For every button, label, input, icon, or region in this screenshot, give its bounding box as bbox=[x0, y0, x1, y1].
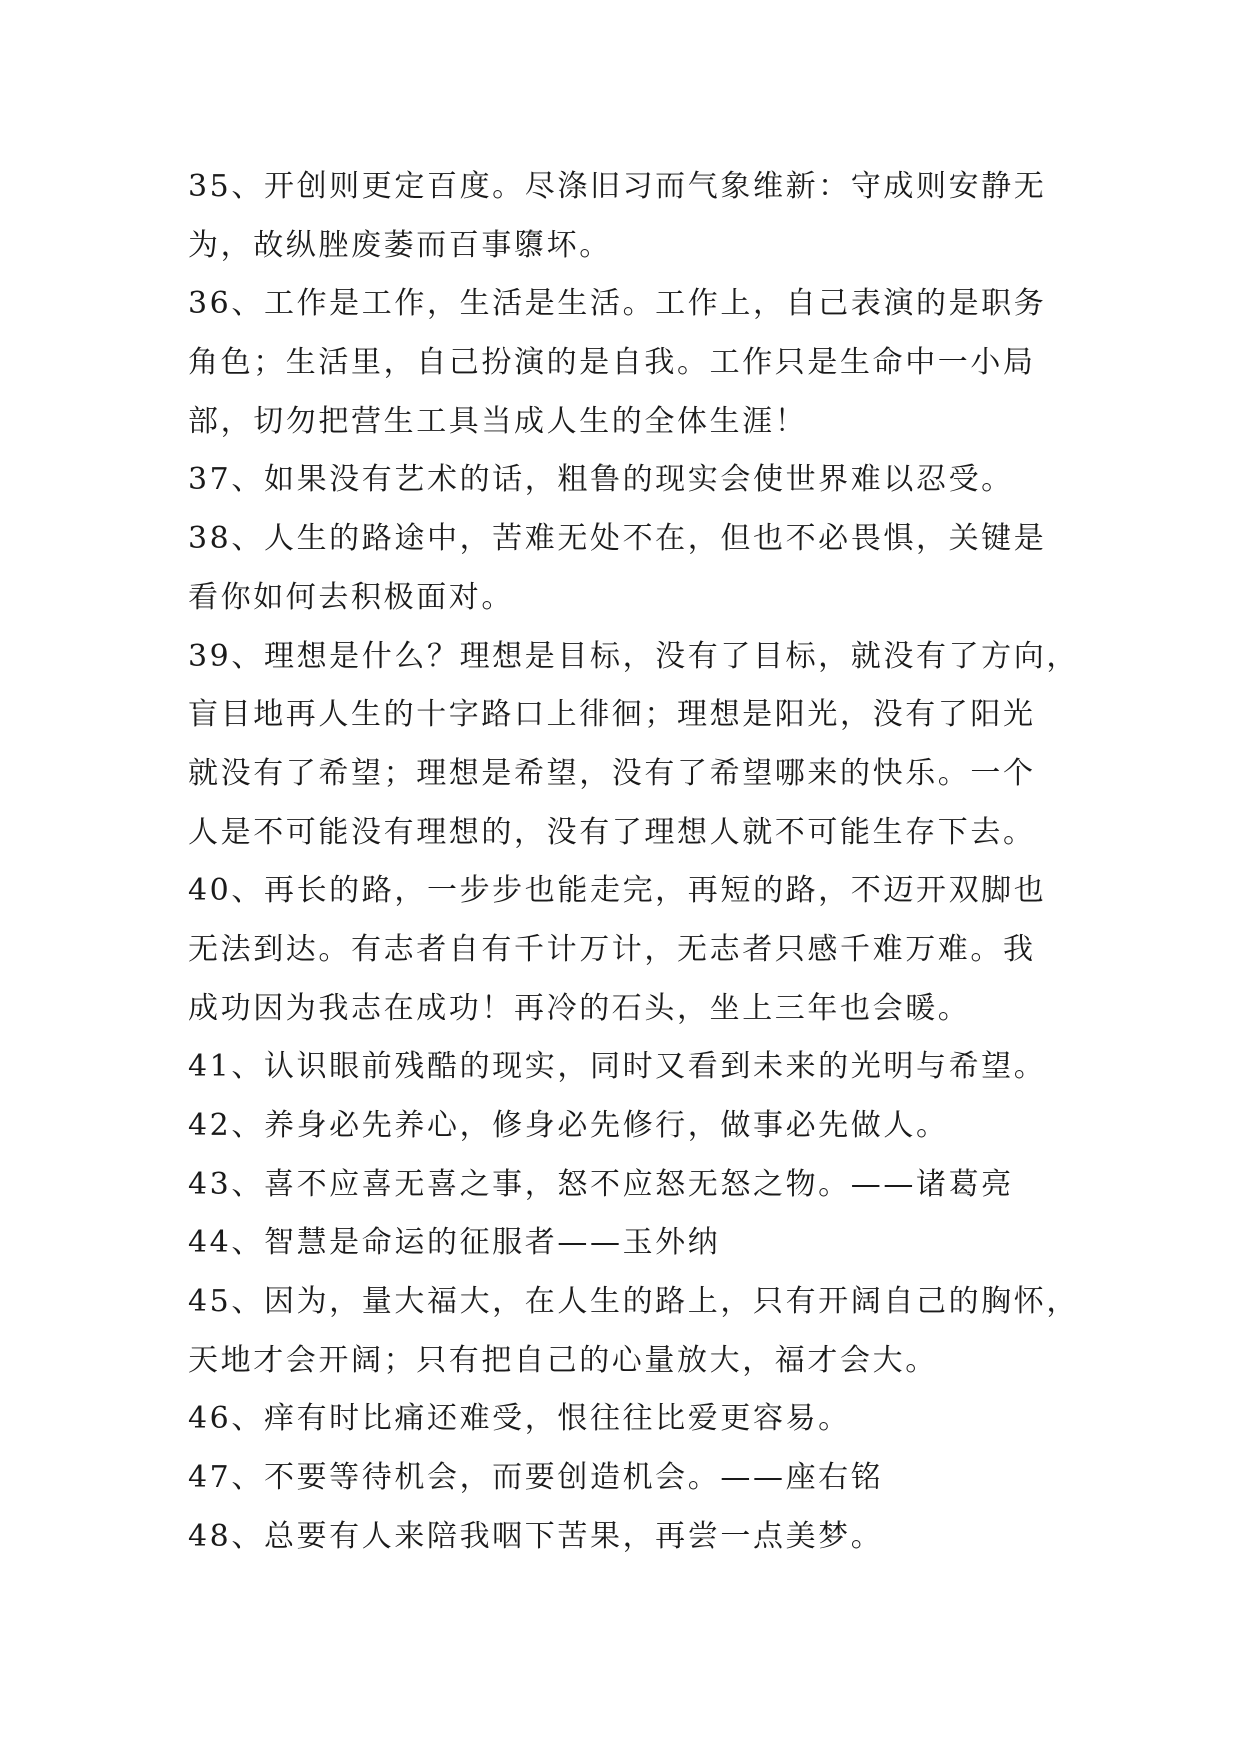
text-line: 39、理想是什么？理想是目标，没有了目标，就没有了方向， bbox=[188, 638, 1079, 674]
text-line: 看你如何去积极面对。 bbox=[188, 579, 514, 615]
text-line: 角色；生活里，自己扮演的是自我。工作只是生命中一小局 bbox=[188, 345, 1036, 381]
text-line: 35、开创则更定百度。尽涤旧习而气象维新：守成则安静无 bbox=[188, 169, 1047, 204]
text-line: 部，切勿把营生工具当成人生的全体生涯！ bbox=[188, 403, 808, 439]
text-line: 44、智慧是命运的征服者——玉外纳 bbox=[188, 1225, 721, 1261]
text-line: 人是不可能没有理想的，没有了理想人就不可能生存下去。 bbox=[188, 814, 1036, 850]
text-line: 盲目地再人生的十字路口上徘徊；理想是阳光，没有了阳光 bbox=[188, 697, 1036, 733]
text-line: 36、工作是工作，生活是生活。工作上，自己表演的是职务 bbox=[188, 286, 1047, 322]
text-line: 天地才会开阔；只有把自己的心量放大，福才会大。 bbox=[188, 1342, 938, 1378]
text-line: 45、因为，量大福大，在人生的路上，只有开阔自己的胸怀， bbox=[188, 1284, 1079, 1320]
text-line: 为，故纵脞废萎而百事隳坏。 bbox=[188, 227, 612, 263]
text-line: 41、认识眼前残酷的现实，同时又看到未来的光明与希望。 bbox=[188, 1049, 1047, 1085]
text-line: 无法到达。有志者自有千计万计，无志者只感千难万难。我 bbox=[188, 931, 1036, 967]
text-line: 成功因为我志在成功！再冷的石头，坐上三年也会暖。 bbox=[188, 990, 971, 1026]
text-line: 42、养身必先养心，修身必先修行，做事必先做人。 bbox=[188, 1108, 949, 1143]
text-line: 38、人生的路途中，苦难无处不在，但也不必畏惧，关键是 bbox=[188, 521, 1047, 557]
text-line: 48、总要有人来陪我咽下苦果，再尝一点美梦。 bbox=[188, 1518, 884, 1554]
document-body bbox=[188, 158, 1078, 1567]
text-line: 就没有了希望；理想是希望，没有了希望哪来的快乐。一个 bbox=[188, 755, 1036, 791]
text-line: 43、喜不应喜无喜之事，怒不应怒无怒之物。——诸葛亮 bbox=[188, 1166, 1014, 1202]
text-line: 40、再长的路，一步步也能走完，再短的路，不迈开双脚也 bbox=[188, 873, 1047, 909]
text-line: 37、如果没有艺术的话，粗鲁的现实会使世界难以忍受。 bbox=[188, 462, 1014, 498]
text-line: 47、不要等待机会，而要创造机会。——座右铭 bbox=[188, 1460, 884, 1496]
text-line: 46、痒有时比痛还难受，恨往往比爱更容易。 bbox=[188, 1401, 851, 1437]
